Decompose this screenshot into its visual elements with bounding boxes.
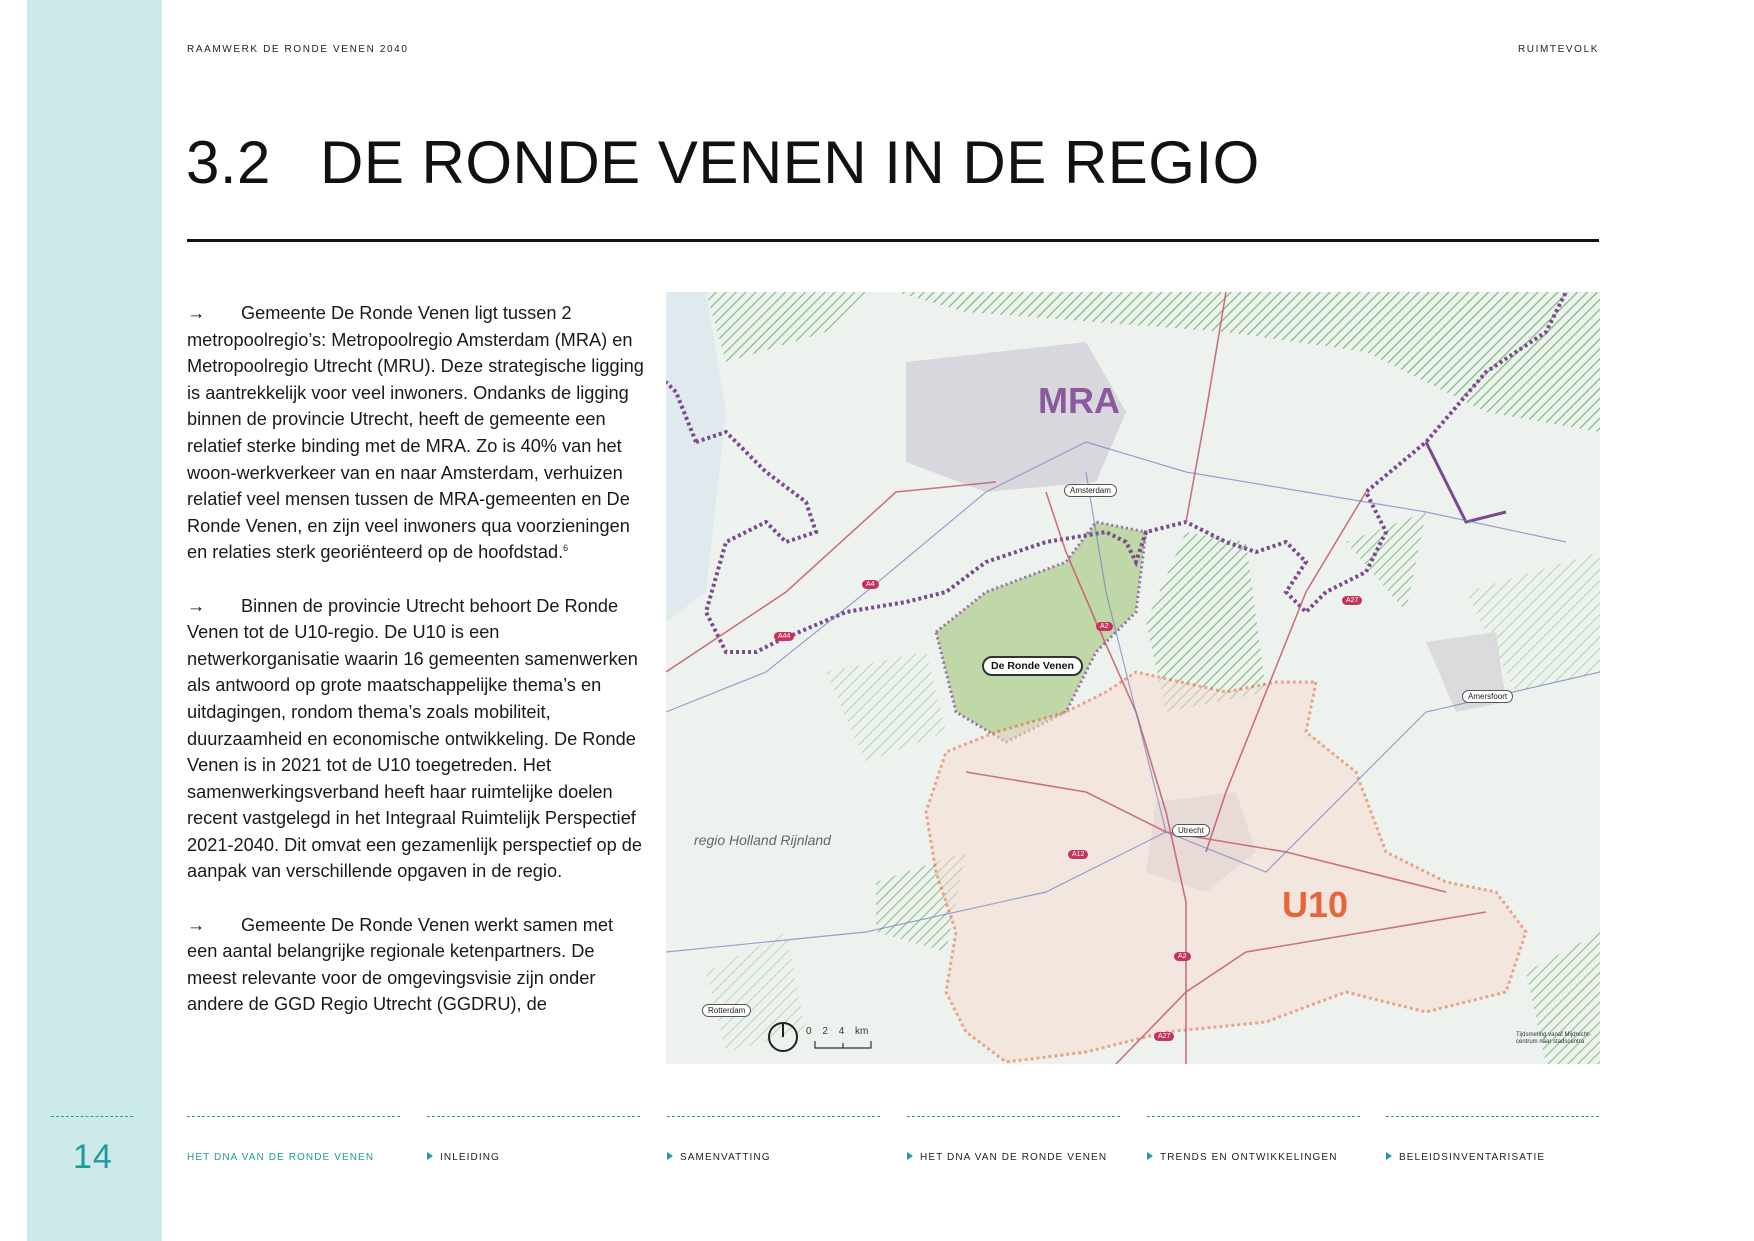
section-number: 3.2: [186, 129, 271, 196]
section-title: DE RONDE VENEN IN DE REGIO: [320, 129, 1260, 196]
arrow-icon: →: [187, 595, 206, 616]
nav-item-dna[interactable]: [907, 1116, 1120, 1163]
road-a12: A12: [1068, 850, 1088, 859]
city-rotterdam: Rotterdam: [702, 1004, 751, 1017]
city-utrecht: Utrecht: [1172, 824, 1210, 837]
region-map: [666, 292, 1600, 1064]
footer-navigation: [187, 1116, 1599, 1166]
triangle-right-icon: [1386, 1152, 1392, 1160]
page-title: [186, 128, 1260, 197]
paragraph-2: → Binnen de provincie Utrecht behoort De Ronde Venen tot de U10-regio. De U10 is een netwerkorganisatie waarin 16 gemeenten samenwerken als antwoord op grote maatschappelijke thema’s en uitdagingen, rondom thema’s zoals mobiliteit, duurzaamheid en economische ontwikkeling. De Ronde Venen is in 2021 tot de U10 toegetreden. Het samenwerkingsverband heeft haar ruimtelijke doelen recent vastgelegd in het Integraal Ruimtelijk Perspectief 2021-2040. Dit omvat een gezamenlijk perspectief op de aanpak van verschillende opgaven in de regio.: [187, 593, 647, 886]
nav-item-dna-current[interactable]: [187, 1116, 400, 1163]
footnote-ref[interactable]: 6: [563, 543, 569, 554]
nav-item-trends[interactable]: [1147, 1116, 1360, 1163]
nav-label: BELEIDSINVENTARISATIE: [1399, 1152, 1546, 1163]
body-text: [187, 300, 647, 1045]
city-amsterdam: Amsterdam: [1064, 484, 1117, 497]
paragraph-3: → Gemeente De Ronde Venen werkt samen met een aantal belangrijke regionale ketenpartners. De meest relevante voor de omgevingsvisie zijn onder andere de GGD Regio Utrecht (GGDRU), de: [187, 912, 647, 1018]
nav-label: INLEIDING: [440, 1152, 500, 1163]
running-head-right: RUIMTEVOLK: [1517, 44, 1599, 55]
nav-label: HET DNA VAN DE RONDE VENEN: [920, 1152, 1108, 1163]
label-mra: MRA: [1038, 380, 1120, 421]
road-a2-south: A2: [1174, 952, 1191, 961]
page-number-divider: [51, 1116, 133, 1117]
paragraph-1: → Gemeente De Ronde Venen ligt tussen 2 metropoolregio’s: Metropoolregio Amsterdam (MRA) en Metropoolregio Utrecht (MRU). Deze strategische ligging is aantrekkelijk voor veel inwoners. Ondanks de ligging binnen de provincie Utrecht, heeft de gemeente een relatief sterke binding met de MRA. Zo is 40% van het woon-werkverkeer van en naar Amsterdam, verhuizen relatief veel mensen tussen de MRA-gemeenten en De Ronde Venen, en zijn veel inwoners qua voorzieningen en relaties sterk georiënteerd op de hoofdstad.$^6$: [187, 300, 647, 566]
nav-label: TRENDS EN ONTWIKKELINGEN: [1160, 1152, 1338, 1163]
city-amersfoort: Amersfoort: [1462, 690, 1513, 703]
nav-item-beleid[interactable]: [1386, 1116, 1599, 1163]
scale-bar-icon: [814, 1040, 872, 1050]
triangle-right-icon: [1147, 1152, 1153, 1160]
triangle-right-icon: [427, 1152, 433, 1160]
scale-labels: 0 2 4 km: [806, 1026, 869, 1037]
title-rule: [187, 239, 1599, 242]
nav-label: SAMENVATTING: [680, 1152, 771, 1163]
north-arrow-icon: [766, 1020, 800, 1054]
legend-note: Tijdsmeting vanaf Mijdrecht-centrum naar stadscentra: [1516, 1032, 1591, 1045]
triangle-right-icon: [667, 1152, 673, 1160]
label-holland-rijnland: regio Holland Rijnland: [694, 832, 831, 848]
nav-label: HET DNA VAN DE RONDE VENEN: [187, 1152, 375, 1163]
running-head-left: RAAMWERK DE RONDE VENEN 2040: [187, 44, 409, 55]
side-band: [27, 0, 162, 1241]
label-de-ronde-venen: De Ronde Venen: [982, 656, 1083, 676]
arrow-icon: →: [187, 303, 206, 323]
road-a27-south: A27: [1154, 1032, 1174, 1041]
triangle-right-icon: [907, 1152, 913, 1160]
arrow-icon: →: [187, 914, 206, 935]
map-graphic: [666, 292, 1600, 1064]
road-a27-north: A27: [1342, 596, 1362, 605]
nav-item-samenvatting[interactable]: [667, 1116, 880, 1163]
page-number: 14: [73, 1138, 113, 1176]
road-a44: A44: [774, 632, 794, 641]
label-u10: U10: [1282, 884, 1349, 925]
road-a4: A4: [862, 580, 879, 589]
road-a2-north: A2: [1096, 622, 1113, 631]
nav-item-inleiding[interactable]: [427, 1116, 640, 1163]
